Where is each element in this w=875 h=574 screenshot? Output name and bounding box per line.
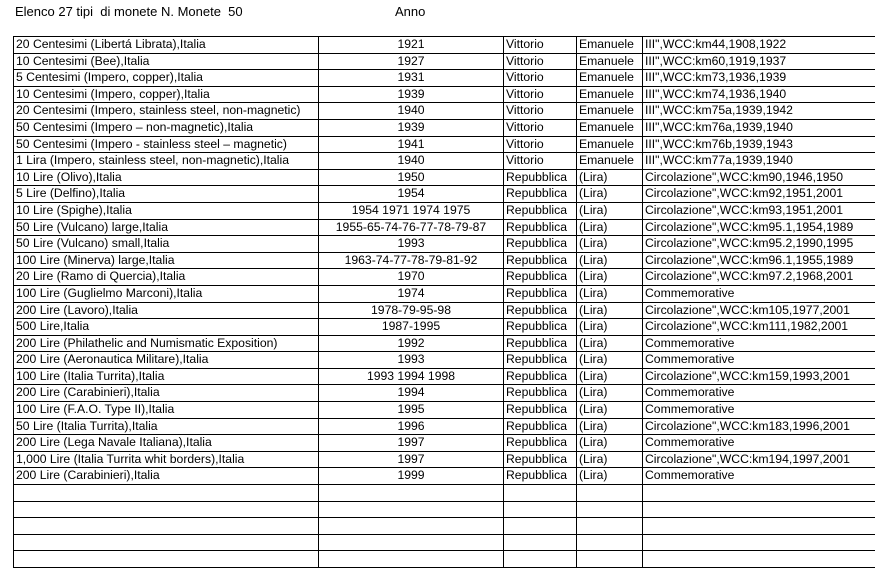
empty-cell	[319, 518, 504, 535]
table-row	[14, 169, 875, 186]
empty-cell	[504, 485, 577, 502]
empty-cell	[504, 501, 577, 518]
coin-description-cell: 20 Centesimi (Libertá Librata),Italia	[14, 37, 319, 54]
empty-cell	[14, 501, 319, 518]
table-row	[14, 86, 875, 103]
coin-series-cell: (Lira)	[577, 418, 643, 435]
coin-series-cell: (Lira)	[577, 319, 643, 336]
empty-cell	[577, 501, 643, 518]
coin-description-cell: 200 Lire (Lega Navale Italiana),Italia	[14, 435, 319, 452]
coin-year-cell: 1978-79-95-98	[319, 302, 504, 319]
coin-description-cell: 50 Lire (Italia Turrita),Italia	[14, 418, 319, 435]
coin-series-cell: (Lira)	[577, 385, 643, 402]
coin-catalog-cell: III",WCC:km77a,1939,1940	[643, 153, 875, 170]
coin-issuer-cell: Repubblica	[504, 302, 577, 319]
coin-year-cell: 1994	[319, 385, 504, 402]
table-row	[14, 37, 875, 54]
empty-cell	[14, 551, 319, 568]
coin-year-cell: 1970	[319, 269, 504, 286]
coin-catalog-cell: Circolazione",WCC:km96.1,1955,1989	[643, 252, 875, 269]
table-row	[14, 385, 875, 402]
table-row	[14, 319, 875, 336]
coin-issuer-cell: Repubblica	[504, 186, 577, 203]
coin-year-cell: 1954	[319, 186, 504, 203]
coin-year-cell: 1940	[319, 153, 504, 170]
coin-description-cell: 500 Lire,Italia	[14, 319, 319, 336]
coin-series-cell: (Lira)	[577, 202, 643, 219]
coin-catalog-cell: Circolazione",WCC:km183,1996,2001	[643, 418, 875, 435]
table-row	[14, 352, 875, 369]
coin-series-cell: (Lira)	[577, 236, 643, 253]
coin-series-cell: (Lira)	[577, 285, 643, 302]
coin-description-cell: 100 Lire (Guglielmo Marconi),Italia	[14, 285, 319, 302]
coin-year-cell: 1941	[319, 136, 504, 153]
table-row	[14, 70, 875, 87]
empty-cell	[14, 485, 319, 502]
table-row	[14, 285, 875, 302]
empty-cell	[643, 518, 875, 535]
table-row	[14, 451, 875, 468]
coin-issuer-cell: Vittorio	[504, 37, 577, 54]
coin-catalog-cell: Commemorative	[643, 468, 875, 485]
coin-series-cell: (Lira)	[577, 219, 643, 236]
coin-catalog-cell: III",WCC:km76a,1939,1940	[643, 119, 875, 136]
coin-series-cell: (Lira)	[577, 402, 643, 419]
table-row	[14, 53, 875, 70]
empty-table-row	[14, 501, 875, 518]
table-row	[14, 269, 875, 286]
coin-description-cell: 50 Lire (Vulcano) small,Italia	[14, 236, 319, 253]
table-row	[14, 136, 875, 153]
coin-catalog-cell: III",WCC:km73,1936,1939	[643, 70, 875, 87]
coin-description-cell: 5 Centesimi (Impero, copper),Italia	[14, 70, 319, 87]
coin-catalog-cell: Circolazione",WCC:km92,1951,2001	[643, 186, 875, 203]
empty-cell	[504, 518, 577, 535]
coin-issuer-cell: Repubblica	[504, 169, 577, 186]
coin-series-cell: Emanuele	[577, 119, 643, 136]
coin-issuer-cell: Repubblica	[504, 418, 577, 435]
list-title: Elenco 27 tipi di monete N. Monete 50	[15, 4, 243, 19]
empty-table-row	[14, 534, 875, 551]
coin-issuer-cell: Repubblica	[504, 468, 577, 485]
coin-year-cell: 1993	[319, 352, 504, 369]
coin-series-cell: (Lira)	[577, 269, 643, 286]
coin-issuer-cell: Repubblica	[504, 451, 577, 468]
coin-series-cell: Emanuele	[577, 153, 643, 170]
coin-description-cell: 100 Lire (F.A.O. Type II),Italia	[14, 402, 319, 419]
coin-issuer-cell: Repubblica	[504, 335, 577, 352]
empty-table-row	[14, 551, 875, 568]
coin-year-cell: 1950	[319, 169, 504, 186]
table-row	[14, 219, 875, 236]
coin-series-cell: (Lira)	[577, 368, 643, 385]
coin-catalog-cell: III",WCC:km60,1919,1937	[643, 53, 875, 70]
coin-year-cell: 1955-65-74-76-77-78-79-87	[319, 219, 504, 236]
coin-issuer-cell: Vittorio	[504, 70, 577, 87]
coin-issuer-cell: Repubblica	[504, 236, 577, 253]
table-row	[14, 202, 875, 219]
coin-year-cell: 1974	[319, 285, 504, 302]
coin-year-cell: 1921	[319, 37, 504, 54]
coin-description-cell: 50 Centesimi (Impero - stainless steel – magnetic)	[14, 136, 319, 153]
empty-cell	[577, 534, 643, 551]
coin-description-cell: 20 Lire (Ramo di Quercia),Italia	[14, 269, 319, 286]
coin-series-cell: Emanuele	[577, 53, 643, 70]
coin-issuer-cell: Repubblica	[504, 269, 577, 286]
coin-description-cell: 20 Centesimi (Impero, stainless steel, non-magnetic)	[14, 103, 319, 120]
table-row	[14, 153, 875, 170]
coin-year-cell: 1995	[319, 402, 504, 419]
coin-year-cell: 1940	[319, 103, 504, 120]
coin-description-cell: 10 Centesimi (Impero, copper),Italia	[14, 86, 319, 103]
coin-series-cell: Emanuele	[577, 37, 643, 54]
empty-table-row	[14, 485, 875, 502]
coin-year-cell: 1987-1995	[319, 319, 504, 336]
coin-table	[13, 36, 875, 568]
table-row	[14, 103, 875, 120]
table-row	[14, 435, 875, 452]
coin-catalog-cell: III",WCC:km74,1936,1940	[643, 86, 875, 103]
coin-description-cell: 50 Centesimi (Impero – non-magnetic),Italia	[14, 119, 319, 136]
coin-year-cell: 1954 1971 1974 1975	[319, 202, 504, 219]
coin-year-cell: 1999	[319, 468, 504, 485]
coin-series-cell: (Lira)	[577, 451, 643, 468]
empty-cell	[643, 551, 875, 568]
coin-series-cell: (Lira)	[577, 435, 643, 452]
document-header	[0, 0, 875, 36]
table-row	[14, 468, 875, 485]
coin-issuer-cell: Vittorio	[504, 119, 577, 136]
empty-cell	[14, 534, 319, 551]
coin-issuer-cell: Repubblica	[504, 435, 577, 452]
coin-catalog-cell: III",WCC:km75a,1939,1942	[643, 103, 875, 120]
coin-description-cell: 10 Lire (Spighe),Italia	[14, 202, 319, 219]
coin-series-cell: Emanuele	[577, 86, 643, 103]
coin-series-cell: Emanuele	[577, 70, 643, 87]
coin-issuer-cell: Vittorio	[504, 53, 577, 70]
coin-description-cell: 200 Lire (Carabinieri),Italia	[14, 385, 319, 402]
coin-year-cell: 1927	[319, 53, 504, 70]
table-row	[14, 402, 875, 419]
coin-year-cell: 1992	[319, 335, 504, 352]
coin-description-cell: 1,000 Lire (Italia Turrita whit borders),Italia	[14, 451, 319, 468]
empty-cell	[504, 551, 577, 568]
coin-issuer-cell: Repubblica	[504, 202, 577, 219]
coin-issuer-cell: Vittorio	[504, 86, 577, 103]
coin-series-cell: (Lira)	[577, 468, 643, 485]
empty-cell	[577, 551, 643, 568]
table-row	[14, 252, 875, 269]
coin-catalog-cell: Circolazione",WCC:km159,1993,2001	[643, 368, 875, 385]
coin-series-cell: Emanuele	[577, 103, 643, 120]
coin-description-cell: 200 Lire (Philathelic and Numismatic Exposition)	[14, 335, 319, 352]
coin-table-body	[14, 37, 875, 568]
empty-cell	[319, 534, 504, 551]
table-row	[14, 368, 875, 385]
coin-catalog-cell: Circolazione",WCC:km95.1,1954,1989	[643, 219, 875, 236]
table-row	[14, 186, 875, 203]
empty-cell	[577, 518, 643, 535]
table-row	[14, 119, 875, 136]
coin-catalog-cell: Commemorative	[643, 402, 875, 419]
year-column-heading: Anno	[395, 4, 426, 19]
coin-year-cell: 1939	[319, 119, 504, 136]
coin-catalog-cell: Commemorative	[643, 285, 875, 302]
empty-cell	[504, 534, 577, 551]
coin-year-cell: 1997	[319, 451, 504, 468]
empty-cell	[643, 534, 875, 551]
coin-issuer-cell: Vittorio	[504, 103, 577, 120]
empty-cell	[643, 501, 875, 518]
coin-catalog-cell: Circolazione",WCC:km90,1946,1950	[643, 169, 875, 186]
coin-issuer-cell: Repubblica	[504, 402, 577, 419]
empty-cell	[319, 501, 504, 518]
table-row	[14, 335, 875, 352]
coin-issuer-cell: Vittorio	[504, 136, 577, 153]
coin-description-cell: 200 Lire (Lavoro),Italia	[14, 302, 319, 319]
coin-catalog-cell: III",WCC:km76b,1939,1943	[643, 136, 875, 153]
coin-year-cell: 1996	[319, 418, 504, 435]
coin-series-cell: (Lira)	[577, 169, 643, 186]
coin-year-cell: 1939	[319, 86, 504, 103]
empty-cell	[14, 518, 319, 535]
coin-description-cell: 5 Lire (Delfino),Italia	[14, 186, 319, 203]
coin-catalog-cell: Circolazione",WCC:km105,1977,2001	[643, 302, 875, 319]
coin-description-cell: 200 Lire (Carabinieri),Italia	[14, 468, 319, 485]
empty-cell	[319, 551, 504, 568]
coin-series-cell: Emanuele	[577, 136, 643, 153]
coin-description-cell: 10 Lire (Olivo),Italia	[14, 169, 319, 186]
coin-catalog-cell: III",WCC:km44,1908,1922	[643, 37, 875, 54]
coin-description-cell: 10 Centesimi (Bee),Italia	[14, 53, 319, 70]
coin-series-cell: (Lira)	[577, 302, 643, 319]
coin-year-cell: 1931	[319, 70, 504, 87]
coin-series-cell: (Lira)	[577, 335, 643, 352]
coin-series-cell: (Lira)	[577, 252, 643, 269]
coin-year-cell: 1993 1994 1998	[319, 368, 504, 385]
coin-description-cell: 50 Lire (Vulcano) large,Italia	[14, 219, 319, 236]
empty-cell	[319, 485, 504, 502]
coin-year-cell: 1963-74-77-78-79-81-92	[319, 252, 504, 269]
coin-issuer-cell: Repubblica	[504, 368, 577, 385]
table-row	[14, 236, 875, 253]
coin-year-cell: 1997	[319, 435, 504, 452]
table-row	[14, 302, 875, 319]
coin-catalog-cell: Circolazione",WCC:km194,1997,2001	[643, 451, 875, 468]
coin-issuer-cell: Repubblica	[504, 352, 577, 369]
coin-issuer-cell: Repubblica	[504, 219, 577, 236]
coin-description-cell: 100 Lire (Minerva) large,Italia	[14, 252, 319, 269]
coin-series-cell: (Lira)	[577, 352, 643, 369]
coin-series-cell: (Lira)	[577, 186, 643, 203]
coin-year-cell: 1993	[319, 236, 504, 253]
empty-cell	[643, 485, 875, 502]
coin-catalog-cell: Circolazione",WCC:km93,1951,2001	[643, 202, 875, 219]
coin-issuer-cell: Vittorio	[504, 153, 577, 170]
coin-catalog-cell: Commemorative	[643, 435, 875, 452]
coin-catalog-cell: Commemorative	[643, 352, 875, 369]
coin-issuer-cell: Repubblica	[504, 385, 577, 402]
table-row	[14, 418, 875, 435]
coin-issuer-cell: Repubblica	[504, 252, 577, 269]
coin-description-cell: 100 Lire (Italia Turrita),Italia	[14, 368, 319, 385]
coin-catalog-cell: Commemorative	[643, 335, 875, 352]
coin-catalog-cell: Circolazione",WCC:km95.2,1990,1995	[643, 236, 875, 253]
coin-catalog-cell: Circolazione",WCC:km111,1982,2001	[643, 319, 875, 336]
coin-issuer-cell: Repubblica	[504, 319, 577, 336]
coin-issuer-cell: Repubblica	[504, 285, 577, 302]
coin-description-cell: 200 Lire (Aeronautica Militare),Italia	[14, 352, 319, 369]
coin-description-cell: 1 Lira (Impero, stainless steel, non-magnetic),Italia	[14, 153, 319, 170]
coin-catalog-cell: Commemorative	[643, 385, 875, 402]
coin-catalog-cell: Circolazione",WCC:km97.2,1968,2001	[643, 269, 875, 286]
empty-cell	[577, 485, 643, 502]
empty-table-row	[14, 518, 875, 535]
